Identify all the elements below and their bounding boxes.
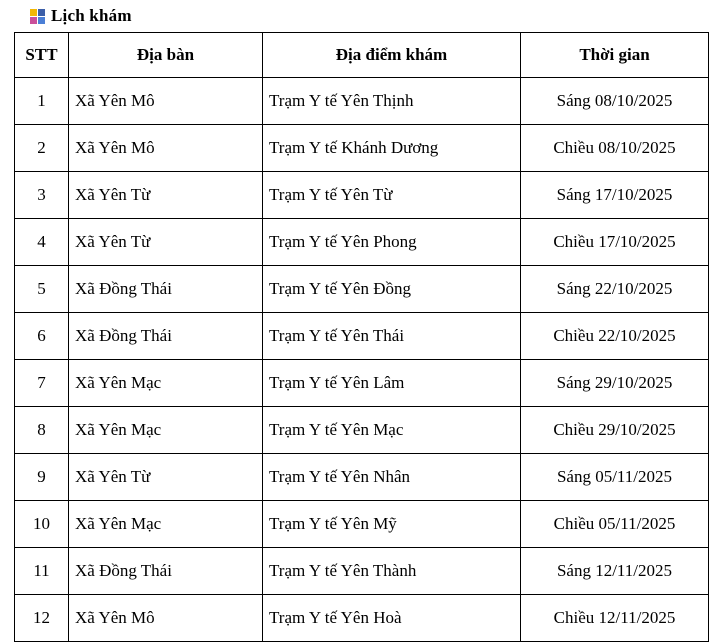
cell-stt: 5 bbox=[15, 266, 69, 313]
table-row bbox=[15, 360, 709, 407]
cell-area: Xã Đồng Thái bbox=[69, 313, 263, 360]
cell-time: Chiều 22/10/2025 bbox=[521, 313, 709, 360]
cell-area: Xã Yên Từ bbox=[69, 219, 263, 266]
cell-time: Sáng 08/10/2025 bbox=[521, 78, 709, 125]
cell-place: Trạm Y tế Yên Mạc bbox=[263, 407, 521, 454]
cell-stt: 6 bbox=[15, 313, 69, 360]
cell-time: Sáng 22/10/2025 bbox=[521, 266, 709, 313]
windows-logo-icon bbox=[30, 9, 45, 24]
column-header-time: Thời gian bbox=[521, 33, 709, 78]
table-row bbox=[15, 407, 709, 454]
cell-place: Trạm Y tế Yên Nhân bbox=[263, 454, 521, 501]
cell-place: Trạm Y tế Yên Đồng bbox=[263, 266, 521, 313]
cell-time: Chiều 05/11/2025 bbox=[521, 501, 709, 548]
cell-place: Trạm Y tế Yên Thành bbox=[263, 548, 521, 595]
table-row bbox=[15, 78, 709, 125]
cell-area: Xã Yên Mô bbox=[69, 595, 263, 642]
cell-area: Xã Yên Từ bbox=[69, 454, 263, 501]
cell-time: Chiều 29/10/2025 bbox=[521, 407, 709, 454]
table-row bbox=[15, 313, 709, 360]
cell-area: Xã Yên Mạc bbox=[69, 407, 263, 454]
table-row bbox=[15, 219, 709, 266]
cell-place: Trạm Y tế Yên Thịnh bbox=[263, 78, 521, 125]
cell-stt: 3 bbox=[15, 172, 69, 219]
cell-stt: 8 bbox=[15, 407, 69, 454]
cell-stt: 1 bbox=[15, 78, 69, 125]
cell-area: Xã Yên Mô bbox=[69, 125, 263, 172]
cell-time: Sáng 05/11/2025 bbox=[521, 454, 709, 501]
cell-place: Trạm Y tế Yên Hoà bbox=[263, 595, 521, 642]
cell-time: Chiều 12/11/2025 bbox=[521, 595, 709, 642]
cell-area: Xã Yên Mạc bbox=[69, 501, 263, 548]
cell-area: Xã Yên Từ bbox=[69, 172, 263, 219]
cell-stt: 7 bbox=[15, 360, 69, 407]
cell-area: Xã Yên Mô bbox=[69, 78, 263, 125]
schedule-table bbox=[14, 32, 709, 642]
cell-stt: 12 bbox=[15, 595, 69, 642]
table-row bbox=[15, 454, 709, 501]
table-row bbox=[15, 595, 709, 642]
table-row bbox=[15, 501, 709, 548]
column-header-stt: STT bbox=[15, 33, 69, 78]
page-title bbox=[0, 0, 719, 30]
table-row bbox=[15, 266, 709, 313]
column-header-area: Địa bàn bbox=[69, 33, 263, 78]
cell-place: Trạm Y tế Yên Lâm bbox=[263, 360, 521, 407]
cell-stt: 11 bbox=[15, 548, 69, 595]
cell-area: Xã Đồng Thái bbox=[69, 266, 263, 313]
table-row bbox=[15, 125, 709, 172]
cell-area: Xã Yên Mạc bbox=[69, 360, 263, 407]
cell-time: Chiều 08/10/2025 bbox=[521, 125, 709, 172]
cell-place: Trạm Y tế Khánh Dương bbox=[263, 125, 521, 172]
cell-time: Sáng 17/10/2025 bbox=[521, 172, 709, 219]
cell-place: Trạm Y tế Yên Từ bbox=[263, 172, 521, 219]
table-row bbox=[15, 172, 709, 219]
cell-stt: 9 bbox=[15, 454, 69, 501]
column-header-place: Địa điểm khám bbox=[263, 33, 521, 78]
cell-stt: 2 bbox=[15, 125, 69, 172]
cell-time: Sáng 29/10/2025 bbox=[521, 360, 709, 407]
cell-place: Trạm Y tế Yên Thái bbox=[263, 313, 521, 360]
table-row bbox=[15, 548, 709, 595]
table-header-row bbox=[15, 33, 709, 78]
cell-time: Sáng 12/11/2025 bbox=[521, 548, 709, 595]
cell-stt: 10 bbox=[15, 501, 69, 548]
cell-place: Trạm Y tế Yên Mỹ bbox=[263, 501, 521, 548]
schedule-table-container bbox=[0, 30, 719, 642]
cell-stt: 4 bbox=[15, 219, 69, 266]
cell-time: Chiều 17/10/2025 bbox=[521, 219, 709, 266]
cell-area: Xã Đồng Thái bbox=[69, 548, 263, 595]
page-title-text: Lịch khám bbox=[51, 6, 132, 25]
cell-place: Trạm Y tế Yên Phong bbox=[263, 219, 521, 266]
